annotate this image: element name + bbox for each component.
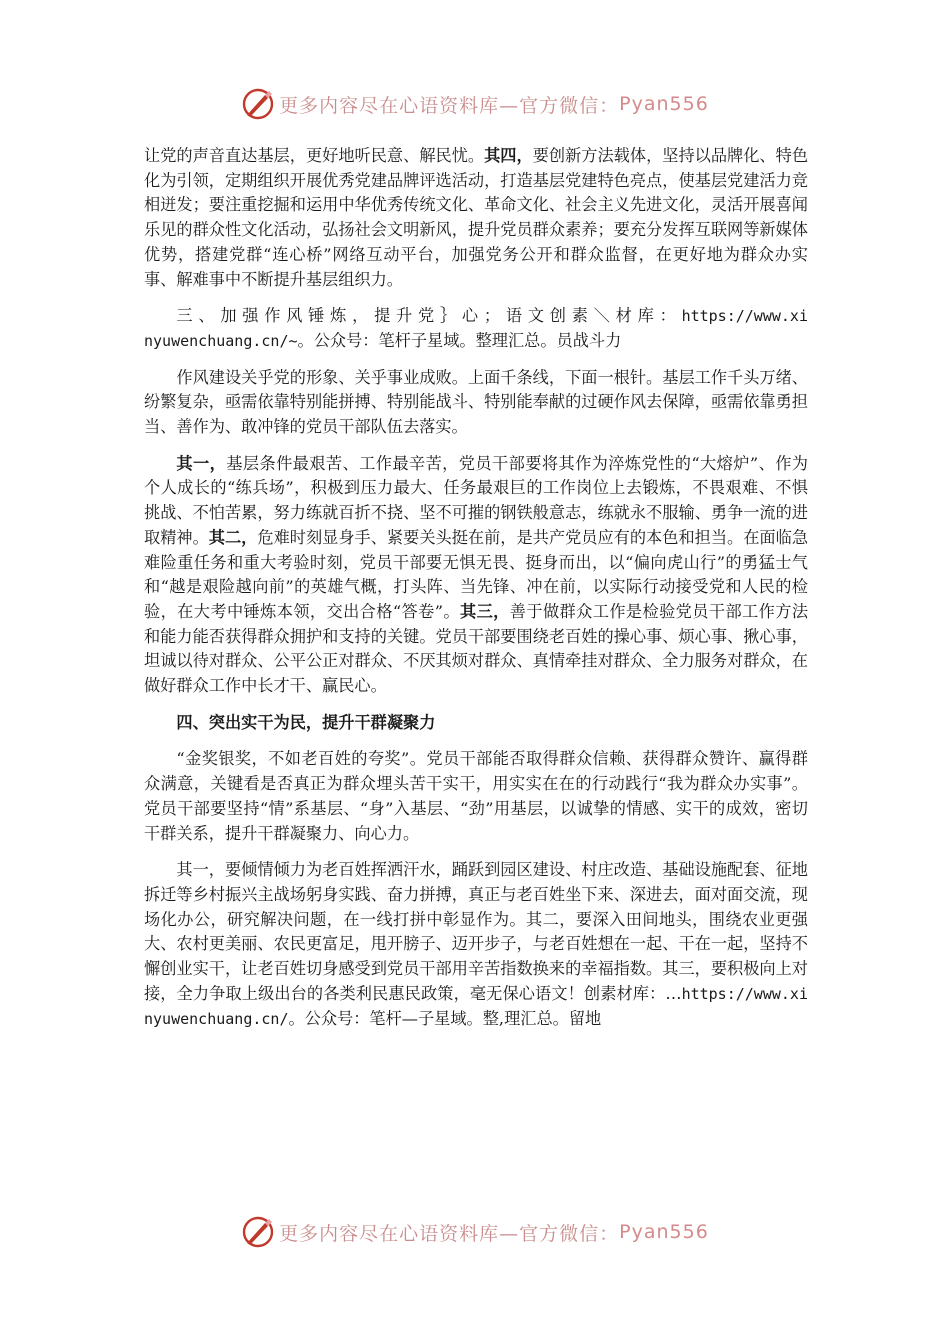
paragraph-5 [144, 858, 808, 1031]
section-heading-3 [144, 304, 808, 353]
p5-text-1: 其一，要倾情倾力为老百姓挥洒汗水，踊跃到园区建设、村庄改造、基础设施配套、征地拆迁等乡村振兴主战场躬身实践、奋力拼搏，真正与老百姓坐下来、深进去，面对面交流，现场化办公，研究解决问题，在一线打拼中彰显作为。其二，要深入田间地头，围绕农业更强大、农村更美丽、农民更富足，甩开膀子、迈开步子，与老百姓想在一起、干在一起，坚持不懈创业实干，让老百姓切身感受到党员干部用辛苦指数换来的幸福指数。其三，要积极向上对接，全力争取上级出台的各类利民惠民政策，毫无保心语文！创素材库：… [144, 860, 808, 1003]
banner-text: 更多内容尽在心语资料库—官方微信： [279, 94, 620, 117]
paragraph-4: “金奖银奖，不如老百姓的夸奖”。党员干部能否取得群众信赖、获得群众赞许、赢得群众满意，关键看是否真正为群众埋头苦干实干，用实实在在的行动践行“我为群众办实事”。党员干部要坚持“情”系基层、“身”入基层、“劲”用基层，以诚挚的情感、实干的成效，密切干群关系，提升干群凝聚力、向心力。 [144, 749, 808, 843]
banner-text: 更多内容尽在心语资料库—官方微信： [279, 1222, 620, 1245]
p3-bold-1: 其一， [176, 453, 227, 473]
p1-bold-1: 其四， [484, 146, 533, 165]
p5-url: https://www.xinyuwenchuang.cn/ [144, 984, 808, 1028]
header-watermark-banner [0, 84, 950, 124]
pen-circle-logo-icon [241, 87, 275, 121]
footer-watermark-banner [0, 1212, 950, 1252]
h3-text-2: 。公众号：笔杆子星域。整理汇总。员战斗力 [297, 330, 622, 350]
h3-text-1: 三、加强作风锤炼，提升党｝心；语文创素＼材库： [176, 306, 682, 326]
paragraph-1 [144, 144, 808, 292]
p3-text-3: 善于做群众工作是检验党员干部工作方法和能力能否获得群众拥护和支持的关键。党员干部要围绕老百姓的操心事、烦心事、揪心事，坦诚以待对群众、公平公正对群众、不厌其烦对群众、真情牵挂对群众、全力服务对群众，在做好群众工作中长才干、赢民心。 [144, 601, 809, 696]
p3-bold-2: 其二， [208, 527, 258, 547]
p3-text-2: 危难时刻显身手、紧要关头挺在前，是共产党员应有的本色和担当。在面临急难险重任务和重大考验时刻，党员干部要无惧无畏、挺身而出，以“偏向虎山行”的勇猛士气和“越是艰险越向前”的英雄气概，打头阵、当先锋、冲在前，以实际行动接受党和人民的检验，在大考中锤炼本领，交出合格“答卷”。 [144, 527, 809, 621]
h3-url: https://www.xinyuwenchuang.cn/~ [144, 307, 808, 350]
section-heading-4: 四、突出实干为民，提升干群凝聚力 [176, 712, 436, 732]
p3-text-1: 基层条件最艰苦、工作最辛苦，党员干部要将其作为淬炼党性的“大熔炉”、作为个人成长的“练兵场”，积极到压力最大、任务最艰巨的工作岗位上去锻炼，不畏艰难、不惧挑战、不怕苦累，努力练就百折不挠、坚不可摧的钢铁般意志，练就永不服输、勇争一流的进取精神。 [144, 453, 808, 547]
p5-text-2: 。公众号：笔杆—子星域。整,理汇总。留地 [288, 1008, 602, 1028]
p1-text-2: 要创新方法载体，坚持以品牌化、特色化为引领，定期组织开展优秀党建品牌评选活动，打造基层党建特色亮点，使基层党建活力竞相迸发；要注重挖掘和运用中华优秀传统文化、革命文化、社会主义先进文化，灵活开展喜闻乐见的群众性文化活动，弘扬社会文明新风，提升党员群众素养；要充分发挥互联网等新媒体优势，搭建党群“连心桥”网络互动平台，加强党务公开和群众监督，在更好地为群众办实事、解难事中不断提升基层组织力。 [144, 146, 809, 289]
paragraph-2: 作风建设关乎党的形象、关乎事业成败。上面千条线，下面一根针。基层工作千头万绪、纷繁复杂，亟需依靠特别能拼搏、特别能战斗、特别能奉献的过硬作风去保障，亟需依靠勇担当、善作为、敢冲锋的党员干部队伍去落实。 [144, 367, 808, 437]
banner-wechat-id: Pyan556 [619, 93, 709, 115]
paragraph-3 [144, 452, 808, 699]
p1-text-1: 让党的声音直达基层，更好地听民意、解民忧。 [144, 146, 485, 165]
document-body [144, 144, 808, 1043]
pen-circle-logo-icon [241, 1215, 275, 1249]
banner-wechat-id: Pyan556 [619, 1221, 709, 1243]
p3-bold-3: 其三， [460, 601, 510, 621]
